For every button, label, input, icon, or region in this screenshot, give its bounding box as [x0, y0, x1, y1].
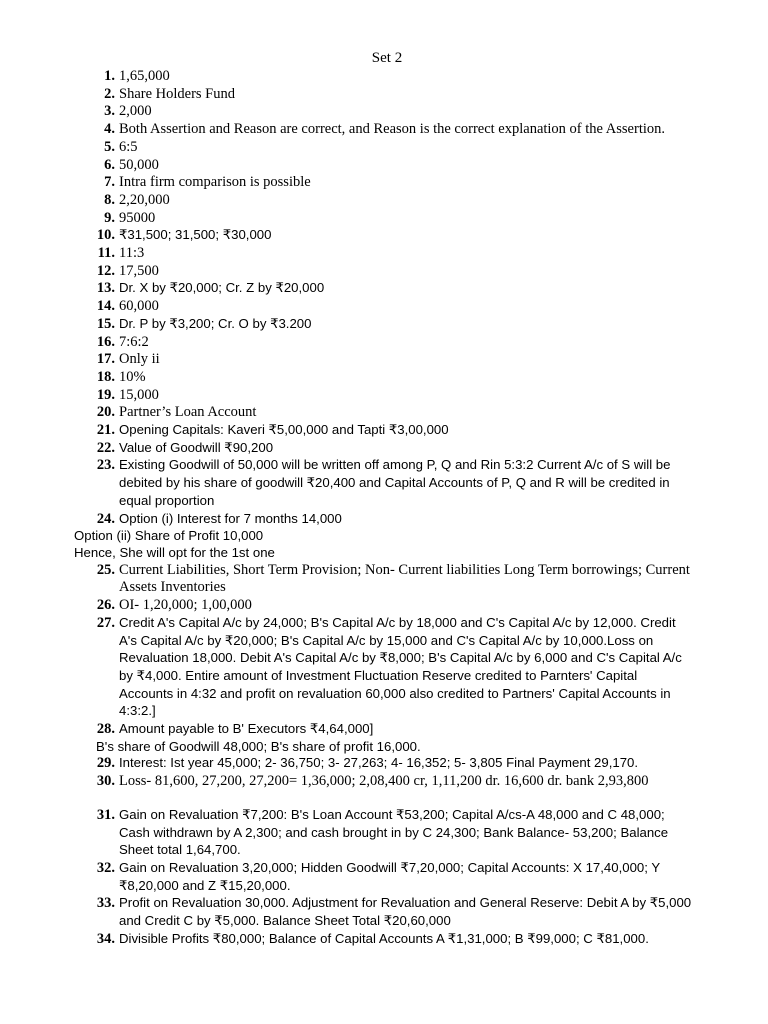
answer-number: 20.: [96, 404, 115, 421]
answer-item: [0, 562, 768, 597]
answer-number: 31.: [96, 806, 115, 823]
answer-number: 21.: [96, 422, 115, 439]
answer-item: [0, 210, 768, 228]
answer-number: 4.: [104, 121, 115, 138]
answer-number: 18.: [96, 368, 115, 385]
answer-text: Interest: Ist year 45,000; 2- 36,750; 3- 27,263; 4- 16,352; 5- 3,805 Final Payment 29,170.: [119, 755, 639, 771]
answer-number: 17.: [96, 351, 115, 368]
answer-item: [0, 316, 768, 334]
answer-text: Value of Goodwill ₹90,200: [119, 439, 274, 455]
answer-item: [0, 721, 768, 739]
answer-number: 11.: [97, 245, 115, 262]
answer-text: Intra firm comparison is possible: [119, 174, 311, 191]
answer-item: [0, 615, 768, 721]
answer-number: 12.: [96, 262, 115, 279]
answer-text: 10%: [119, 368, 146, 385]
answer-text: 60,000: [119, 298, 159, 315]
answer-item: [0, 86, 768, 104]
answer-number: 15.: [96, 315, 115, 332]
answer-number: 6.: [104, 156, 115, 173]
answer-text: 50,000: [119, 156, 159, 173]
answer-text: 2,000: [119, 103, 152, 120]
blank-line: [0, 791, 768, 807]
answer-number: 5.: [104, 138, 115, 155]
answer-number: 16.: [96, 333, 115, 350]
answer-text: Opening Capitals: Kaveri ₹5,00,000 and Tapti ₹3,00,000: [119, 422, 449, 438]
answer-text: Divisible Profits ₹80,000; Balance of Capital Accounts A ₹1,31,000; B ₹99,000; C ₹81,000.: [119, 930, 649, 946]
answer-text: Current Liabilities, Short Term Provision; Non- Current liabilities Long Term borrowings; Current Assets Inventories: [119, 561, 690, 596]
answer-number: 9.: [104, 209, 115, 226]
answer-number: 10.: [96, 227, 115, 244]
answer-number: 30.: [96, 773, 115, 790]
answer-text: Credit A's Capital A/c by 24,000; B's Capital A/c by 18,000 and C's Capital A/c by 12,000. Credit A's Capital A/c by ₹20,000; B's Capital A/c by 15,000 and C's Capital A/c by 10,000.Loss on Revaluation 18,000. Debit A's Capital A/c by ₹8,000; B's Capital A/c by 6,000 and C's Capital A/c by ₹4,000. Entire amount of Investment Fluctuation Reserve credited to Parnters' Capital Accounts in 4:32 and profit on revaluation 60,000 also credited to Partners' Capital Accounts in 4:3:2.]: [119, 614, 682, 719]
answer-item: [0, 895, 768, 930]
answer-text: Both Assertion and Reason are correct, and Reason is the correct explanation of the Assertion.: [119, 121, 666, 138]
answer-text: 11:3: [119, 245, 145, 262]
answer-text: OI- 1,20,000; 1,00,000: [119, 597, 252, 614]
answer-item: [0, 68, 768, 86]
answer-item: [0, 298, 768, 316]
answer-text: Partner’s Loan Account: [119, 404, 257, 421]
answer-item: [0, 369, 768, 387]
answer-number: 2.: [104, 85, 115, 102]
answer-text: Existing Goodwill of 50,000 will be written off among P, Q and Rin 5:3:2 Current A/c of S will be debited by his share of goodwill ₹20,400 and Capital Accounts of P, Q and R will be credited in equal proportion: [119, 457, 671, 508]
answer-text: Gain on Revaluation 3,20,000; Hidden Goodwill ₹7,20,000; Capital Accounts: X 17,40,000; Y ₹8,20,000 and Z ₹15,20,000.: [119, 859, 660, 893]
answer-item: [0, 860, 768, 895]
answer-item: [0, 245, 768, 263]
answer-item: [0, 773, 768, 791]
answer-number: 33.: [96, 895, 115, 912]
answer-text: Profit on Revaluation 30,000. Adjustment for Revaluation and General Reserve: Debit A by ₹5,000 and Credit C by ₹5,000. Balance Sheet Total ₹20,60,000: [119, 895, 692, 929]
answer-number: 25.: [96, 561, 115, 578]
answer-item: [0, 280, 768, 298]
answer-text: Amount payable to B' Executors ₹4,64,000]: [119, 721, 374, 737]
answer-number: 13.: [96, 280, 115, 297]
answer-number: 26.: [96, 597, 115, 614]
answer-text: Option (i) Interest for 7 months 14,000: [119, 510, 342, 526]
answer-text: 17,500: [119, 262, 159, 279]
answer-text: 2,20,000: [119, 191, 170, 208]
answer-item: [0, 157, 768, 175]
answer-number: 29.: [96, 755, 115, 772]
answer-number: 7.: [104, 174, 115, 191]
answer-text: 15,000: [119, 386, 159, 403]
answer-item: [0, 597, 768, 615]
answer-item: [0, 457, 768, 510]
answer-item: [0, 511, 768, 529]
answer-number: 3.: [104, 103, 115, 120]
answer-number: 14.: [96, 298, 115, 315]
answer-item: [0, 755, 768, 773]
answer-text: Loss- 81,600, 27,200, 27,200= 1,36,000; 2,08,400 cr, 1,11,200 dr. 16,600 dr. bank 2,93,800: [119, 773, 649, 790]
answer-number: 8.: [104, 191, 115, 208]
option-ii-line: Option (ii) Share of Profit 10,000: [74, 528, 264, 544]
answer-list: [0, 68, 768, 948]
answer-item: [0, 807, 768, 860]
answer-text: Share Holders Fund: [119, 85, 235, 102]
answer-item: [0, 227, 768, 245]
answer-text: ₹31,500; 31,500; ₹30,000: [119, 227, 272, 243]
answer-item: [0, 139, 768, 157]
answer-item: [0, 440, 768, 458]
answer-number: 24.: [96, 510, 115, 527]
conclusion-line: Hence, She will opt for the 1st one: [74, 544, 275, 560]
answer-item: [0, 422, 768, 440]
answer-item: [0, 334, 768, 352]
page-title: Set 2: [371, 50, 403, 66]
answer-number: 1.: [104, 68, 115, 84]
answer-item: [0, 351, 768, 369]
answer-text: Only ii: [119, 351, 160, 368]
answer-number: 27.: [96, 614, 115, 631]
answer-text: 1,65,000: [119, 68, 170, 84]
answer-number: 28.: [96, 721, 115, 738]
answer-item: [0, 387, 768, 405]
answer-number: 19.: [96, 386, 115, 403]
answer-text: Dr. P by ₹3,200; Cr. O by ₹3.200: [119, 315, 312, 331]
answer-number: 34.: [96, 930, 115, 947]
answer-number: 22.: [96, 439, 115, 456]
answer-item: [0, 263, 768, 281]
answer-number: 23.: [96, 457, 115, 474]
answer-text: 6:5: [119, 138, 138, 155]
answer-item: [0, 931, 768, 949]
answer-item: [0, 174, 768, 192]
answer-item: [0, 103, 768, 121]
answer-text: Gain on Revaluation ₹7,200: B's Loan Account ₹53,200; Capital A/cs-A 48,000 and C 48,000; Cash withdrawn by A 2,300; and cash brought in by C 24,300; Bank Balance- 53,200; Balance Sheet total 1,64,700.: [119, 806, 669, 858]
answer-number: 32.: [96, 859, 115, 876]
answer-text: Dr. X by ₹20,000; Cr. Z by ₹20,000: [119, 280, 325, 296]
answer-text: 95000: [119, 209, 156, 226]
answer-item: [0, 192, 768, 210]
answer-item: [0, 121, 768, 139]
answer-item: [0, 404, 768, 422]
answer-text: 7:6:2: [119, 333, 149, 350]
goodwill-share-line: B's share of Goodwill 48,000; B's share of profit 16,000.: [96, 738, 421, 754]
